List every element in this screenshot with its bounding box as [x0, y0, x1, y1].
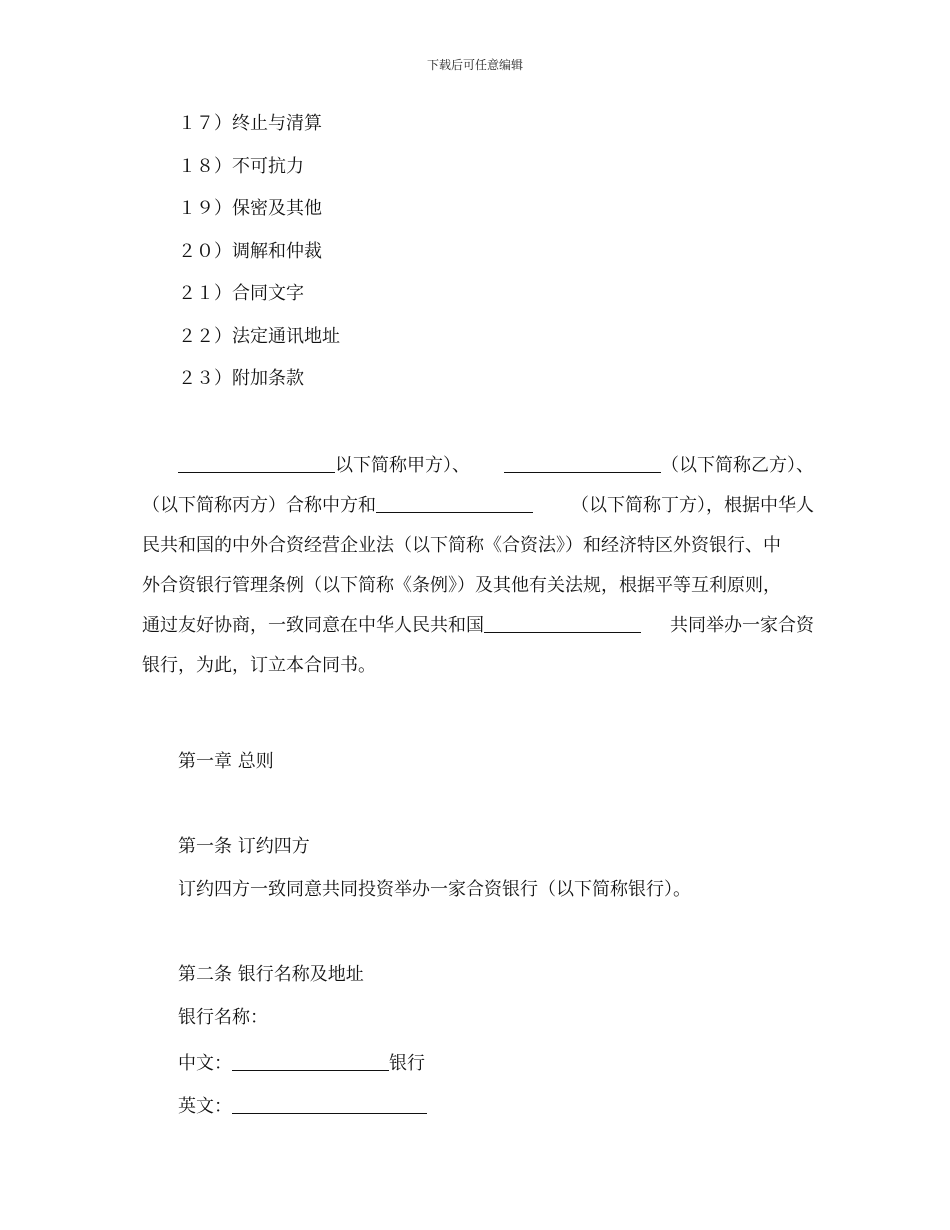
toc-item: ２３）附加条款 [178, 368, 304, 389]
party-d-blank [376, 490, 533, 513]
toc-item: １７）终止与清算 [178, 113, 322, 134]
toc-item: ２０）调解和仲裁 [178, 240, 322, 262]
english-name-row [178, 1091, 427, 1119]
preamble-line [142, 486, 814, 526]
bank-name-label: 银行名称： [178, 1007, 268, 1028]
english-name-label: 英文： [178, 1096, 232, 1117]
chinese-name-suffix: 银行 [389, 1053, 425, 1074]
chinese-name-label: 中文： [178, 1053, 232, 1074]
preamble-segment: 通过友好协商，一致同意在中华人民共和国 [142, 606, 641, 646]
preamble-segment: 以下简称甲方）、 [178, 446, 470, 486]
article-title: 第二条 银行名称及地址 [178, 964, 364, 985]
preamble-segment: 共同举办一家合资 [670, 615, 814, 636]
article-body: 订约四方一致同意共同投资举办一家合资银行（以下简称银行）。 [178, 879, 691, 900]
party-a-blank [178, 450, 335, 473]
preamble-segment: （以下简称丙方）合称中方和 [142, 486, 533, 526]
preamble-line [142, 446, 814, 486]
preamble-line: 银行，为此，订立本合同书。 [142, 655, 376, 676]
chinese-name-blank [232, 1048, 389, 1071]
contract-preamble [142, 446, 814, 686]
table-of-contents [178, 112, 340, 410]
preamble-segment: （以下简称丁方），根据中华人 [571, 495, 814, 516]
preamble-line: 民共和国的中外合资经营企业法（以下简称《合资法》）和经济特区外资银行、中 [142, 535, 781, 556]
location-blank [484, 610, 641, 633]
chapter-title: 第一章 总则 [178, 751, 274, 772]
preamble-line [142, 606, 814, 646]
chinese-name-row [178, 1048, 425, 1076]
english-name-blank [232, 1091, 427, 1114]
page-header: 下载后可任意编辑 [426, 58, 523, 72]
party-b-blank [504, 450, 661, 473]
toc-item: ２２）法定通讯地址 [178, 325, 340, 347]
article-title: 第一条 订约四方 [178, 836, 310, 857]
toc-item: １９）保密及其他 [178, 198, 322, 219]
preamble-segment: （以下简称乙方）、 [504, 446, 814, 486]
toc-item: ２１）合同文字 [178, 283, 304, 304]
toc-item: １８）不可抗力 [178, 155, 304, 177]
preamble-line: 外合资银行管理条例（以下简称《条例》）及其他有关法规，根据平等互利原则， [142, 575, 781, 596]
